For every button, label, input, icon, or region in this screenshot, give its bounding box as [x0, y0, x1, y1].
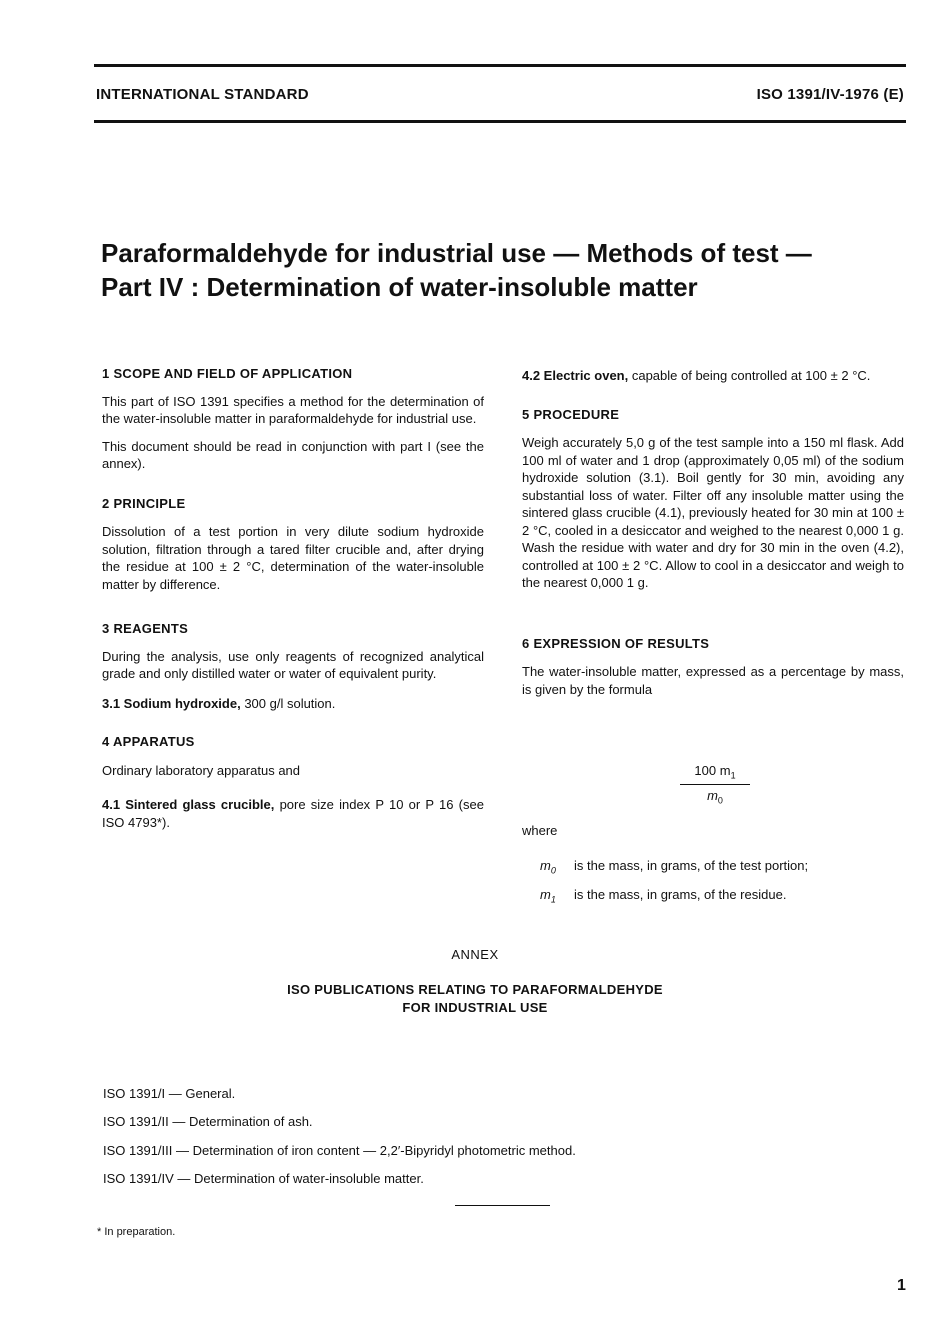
section-6-paragraph: The water-insoluble matter, expressed as a percentage by mass, is given by the formula	[522, 664, 904, 697]
symbol-m0-letter: m	[540, 858, 551, 873]
section-3-paragraph: During the analysis, use only reagents of recognized analytical grade and only distilled water or water of equivalent purity.	[102, 648, 484, 681]
section-3-heading: 3 REAGENTS	[102, 621, 189, 636]
formula-numerator-sub: 1	[730, 770, 736, 781]
symbol-m1-letter: m	[540, 887, 551, 902]
header-standard-label: INTERNATIONAL STANDARD	[96, 86, 309, 103]
section-1-paragraph-1: This part of ISO 1391 specifies a method for the determination of the water-insoluble matter in paraformaldehyde for industrial use.	[102, 393, 484, 426]
right-column	[522, 367, 904, 698]
section-2-paragraph: Dissolution of a test portion in very dilute sodium hydroxide solution, filtration through a tared filter crucible and, after drying the residue at 100 ± 2 °C, determination of the water-insoluble matter by difference.	[102, 524, 484, 592]
document-title	[101, 236, 881, 304]
definition-m0: is the mass, in grams, of the test portion;	[574, 858, 809, 873]
formula	[680, 763, 750, 805]
symbol-m1-sub: 1	[550, 894, 556, 905]
formula-numerator	[680, 763, 750, 785]
formula-denominator-text: m	[707, 787, 718, 803]
top-rule	[94, 64, 906, 67]
symbol-m1	[540, 887, 574, 905]
section-2-heading: 2 PRINCIPLE	[102, 495, 186, 511]
section-5-paragraph: Weigh accurately 5,0 g of the test sample into a 150 ml flask. Add 100 ml of water and 1 drop (approximately 0,05 ml) of the sodium hydroxide solution (3.1). Boil gently for 30 min, avoiding any substantial loss of water. Filter off any insoluble matter using the sintered glass crucible (4.1), previously heated for 30 min at 100 ± 2 °C, cooled in a desiccator and weighed to the nearest 0,000 1 g. Wash the residue with water and dry for 30 min in the oven (4.2), controlled at 100 ± 2 °C. Allow to cool in a desiccator and weigh to the nearest 0,000 1 g.	[522, 435, 904, 590]
definition-m1: is the mass, in grams, of the residue.	[574, 887, 787, 902]
annex-reference-4: ISO 1391/IV — Determination of water-insoluble matter.	[103, 1171, 424, 1186]
annex-reference-1: ISO 1391/I — General.	[103, 1086, 236, 1101]
footnote-divider	[455, 1205, 550, 1206]
section-4-heading: 4 APPARATUS	[102, 734, 195, 749]
section-4-2-item	[522, 367, 904, 385]
symbol-m0-sub: 0	[550, 865, 556, 876]
annex-heading-line-2: FOR INDUSTRIAL USE	[402, 1000, 548, 1015]
footnote: * In preparation.	[97, 1226, 176, 1238]
section-4-1-text: pore size index P 10 or P 16 (see ISO 4793*).	[102, 797, 484, 830]
formula-denominator	[680, 785, 750, 806]
annex-heading-line-1: ISO PUBLICATIONS RELATING TO PARAFORMALDEHYDE	[287, 982, 663, 997]
section-4-1-item	[102, 796, 484, 831]
where-item-m1	[540, 887, 786, 905]
section-3-1-item	[102, 695, 484, 713]
where-item-m0	[540, 858, 808, 876]
left-column	[102, 365, 484, 831]
header-rule	[94, 120, 906, 123]
annex-label: ANNEX	[451, 947, 499, 962]
annex-reference-3: ISO 1391/III — Determination of iron content — 2,2′-Bipyridyl photometric method.	[103, 1143, 576, 1158]
section-4-1-label: 4.1 Sintered glass crucible,	[102, 797, 275, 812]
section-1-paragraph-2: This document should be read in conjunction with part I (see the annex).	[102, 438, 484, 471]
section-6-heading: 6 EXPRESSION OF RESULTS	[522, 635, 710, 651]
annex-reference-2: ISO 1391/II — Determination of ash.	[103, 1114, 313, 1129]
section-5-heading: 5 PROCEDURE	[522, 406, 620, 422]
section-3-1-text: 300 g/l solution.	[240, 695, 336, 711]
section-4-paragraph: Ordinary laboratory apparatus and	[102, 762, 301, 778]
title-line-1: Paraformaldehyde for industrial use — Methods of test —	[101, 238, 812, 268]
section-4-2-label: 4.2 Electric oven,	[522, 368, 629, 383]
title-line-2: Part IV : Determination of water-insoluble matter	[101, 272, 698, 302]
section-1-heading: 1 SCOPE AND FIELD OF APPLICATION	[102, 366, 353, 381]
formula-numerator-text: 100 m	[694, 763, 731, 778]
symbol-m0	[540, 858, 574, 876]
section-3-1-label: 3.1 Sodium hydroxide,	[102, 695, 241, 711]
page-number: 1	[897, 1277, 906, 1294]
header-document-id: ISO 1391/IV-1976 (E)	[756, 86, 904, 103]
section-4-2-text: capable of being controlled at 100 ± 2 °C.	[628, 368, 871, 383]
formula-denominator-sub: 0	[717, 795, 723, 806]
where-label: where	[522, 823, 558, 838]
